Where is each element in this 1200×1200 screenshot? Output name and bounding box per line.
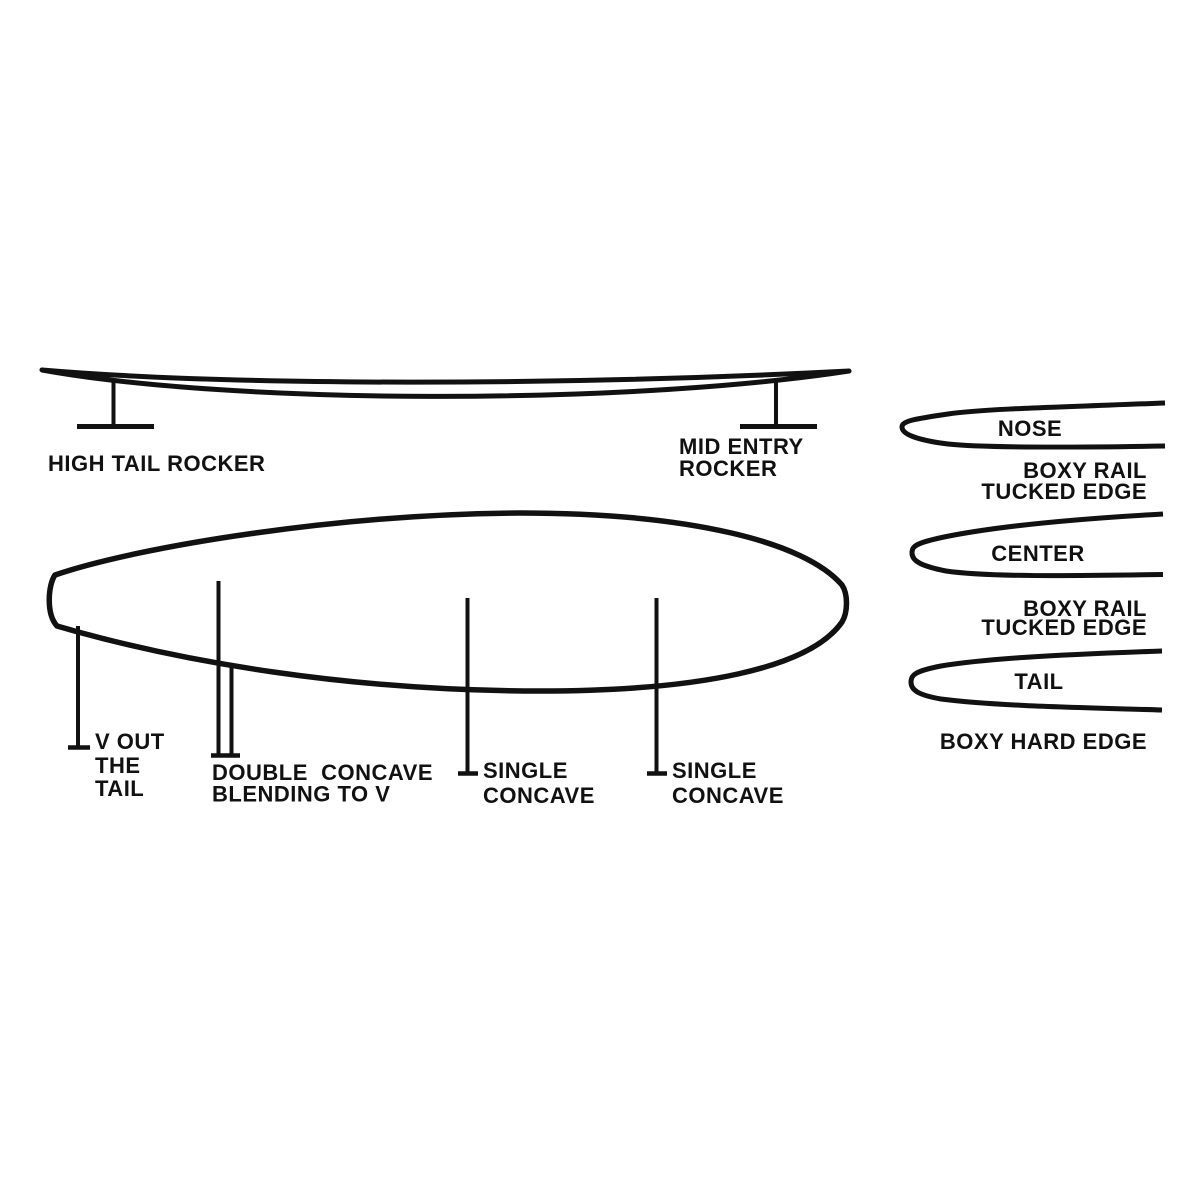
center-rail-description-line1: BOXY RAIL	[1023, 596, 1147, 621]
v-out-tail-label-line1: V OUT	[95, 729, 165, 754]
double-concave-label-line1: DOUBLE CONCAVE	[212, 760, 433, 785]
mid-entry-rocker-label-line1: MID ENTRY	[679, 434, 804, 459]
single-concave-2-label-line2: CONCAVE	[672, 783, 784, 808]
center-rail-label: CENTER	[991, 541, 1085, 566]
mid-entry-rocker-label-line2: ROCKER	[679, 456, 778, 481]
high-tail-rocker-label: HIGH TAIL ROCKER	[48, 451, 266, 476]
rocker-profile-shape	[42, 370, 849, 396]
single-concave-2-label-line1: SINGLE	[672, 758, 757, 783]
single-concave-1-label-line2: CONCAVE	[483, 783, 595, 808]
tail-rail-description: BOXY HARD EDGE	[939, 729, 1147, 754]
center-rail-description-line2: TUCKED EDGE	[981, 615, 1147, 640]
nose-rail-description-line2: TUCKED EDGE	[981, 479, 1147, 504]
tail-rail-label: TAIL	[1014, 669, 1064, 694]
board-outline-shape	[49, 513, 846, 691]
diagram-linework	[42, 370, 1165, 774]
diagram-labels	[48, 416, 1147, 808]
nose-rail-description-line1: BOXY RAIL	[1023, 458, 1147, 483]
v-out-tail-label-line2: THE	[95, 753, 141, 778]
v-out-tail-label-line3: TAIL	[95, 776, 145, 801]
single-concave-1-label-line1: SINGLE	[483, 758, 568, 783]
nose-rail-label: NOSE	[997, 416, 1063, 441]
double-concave-label-line2: BLENDING TO V	[212, 781, 391, 807]
